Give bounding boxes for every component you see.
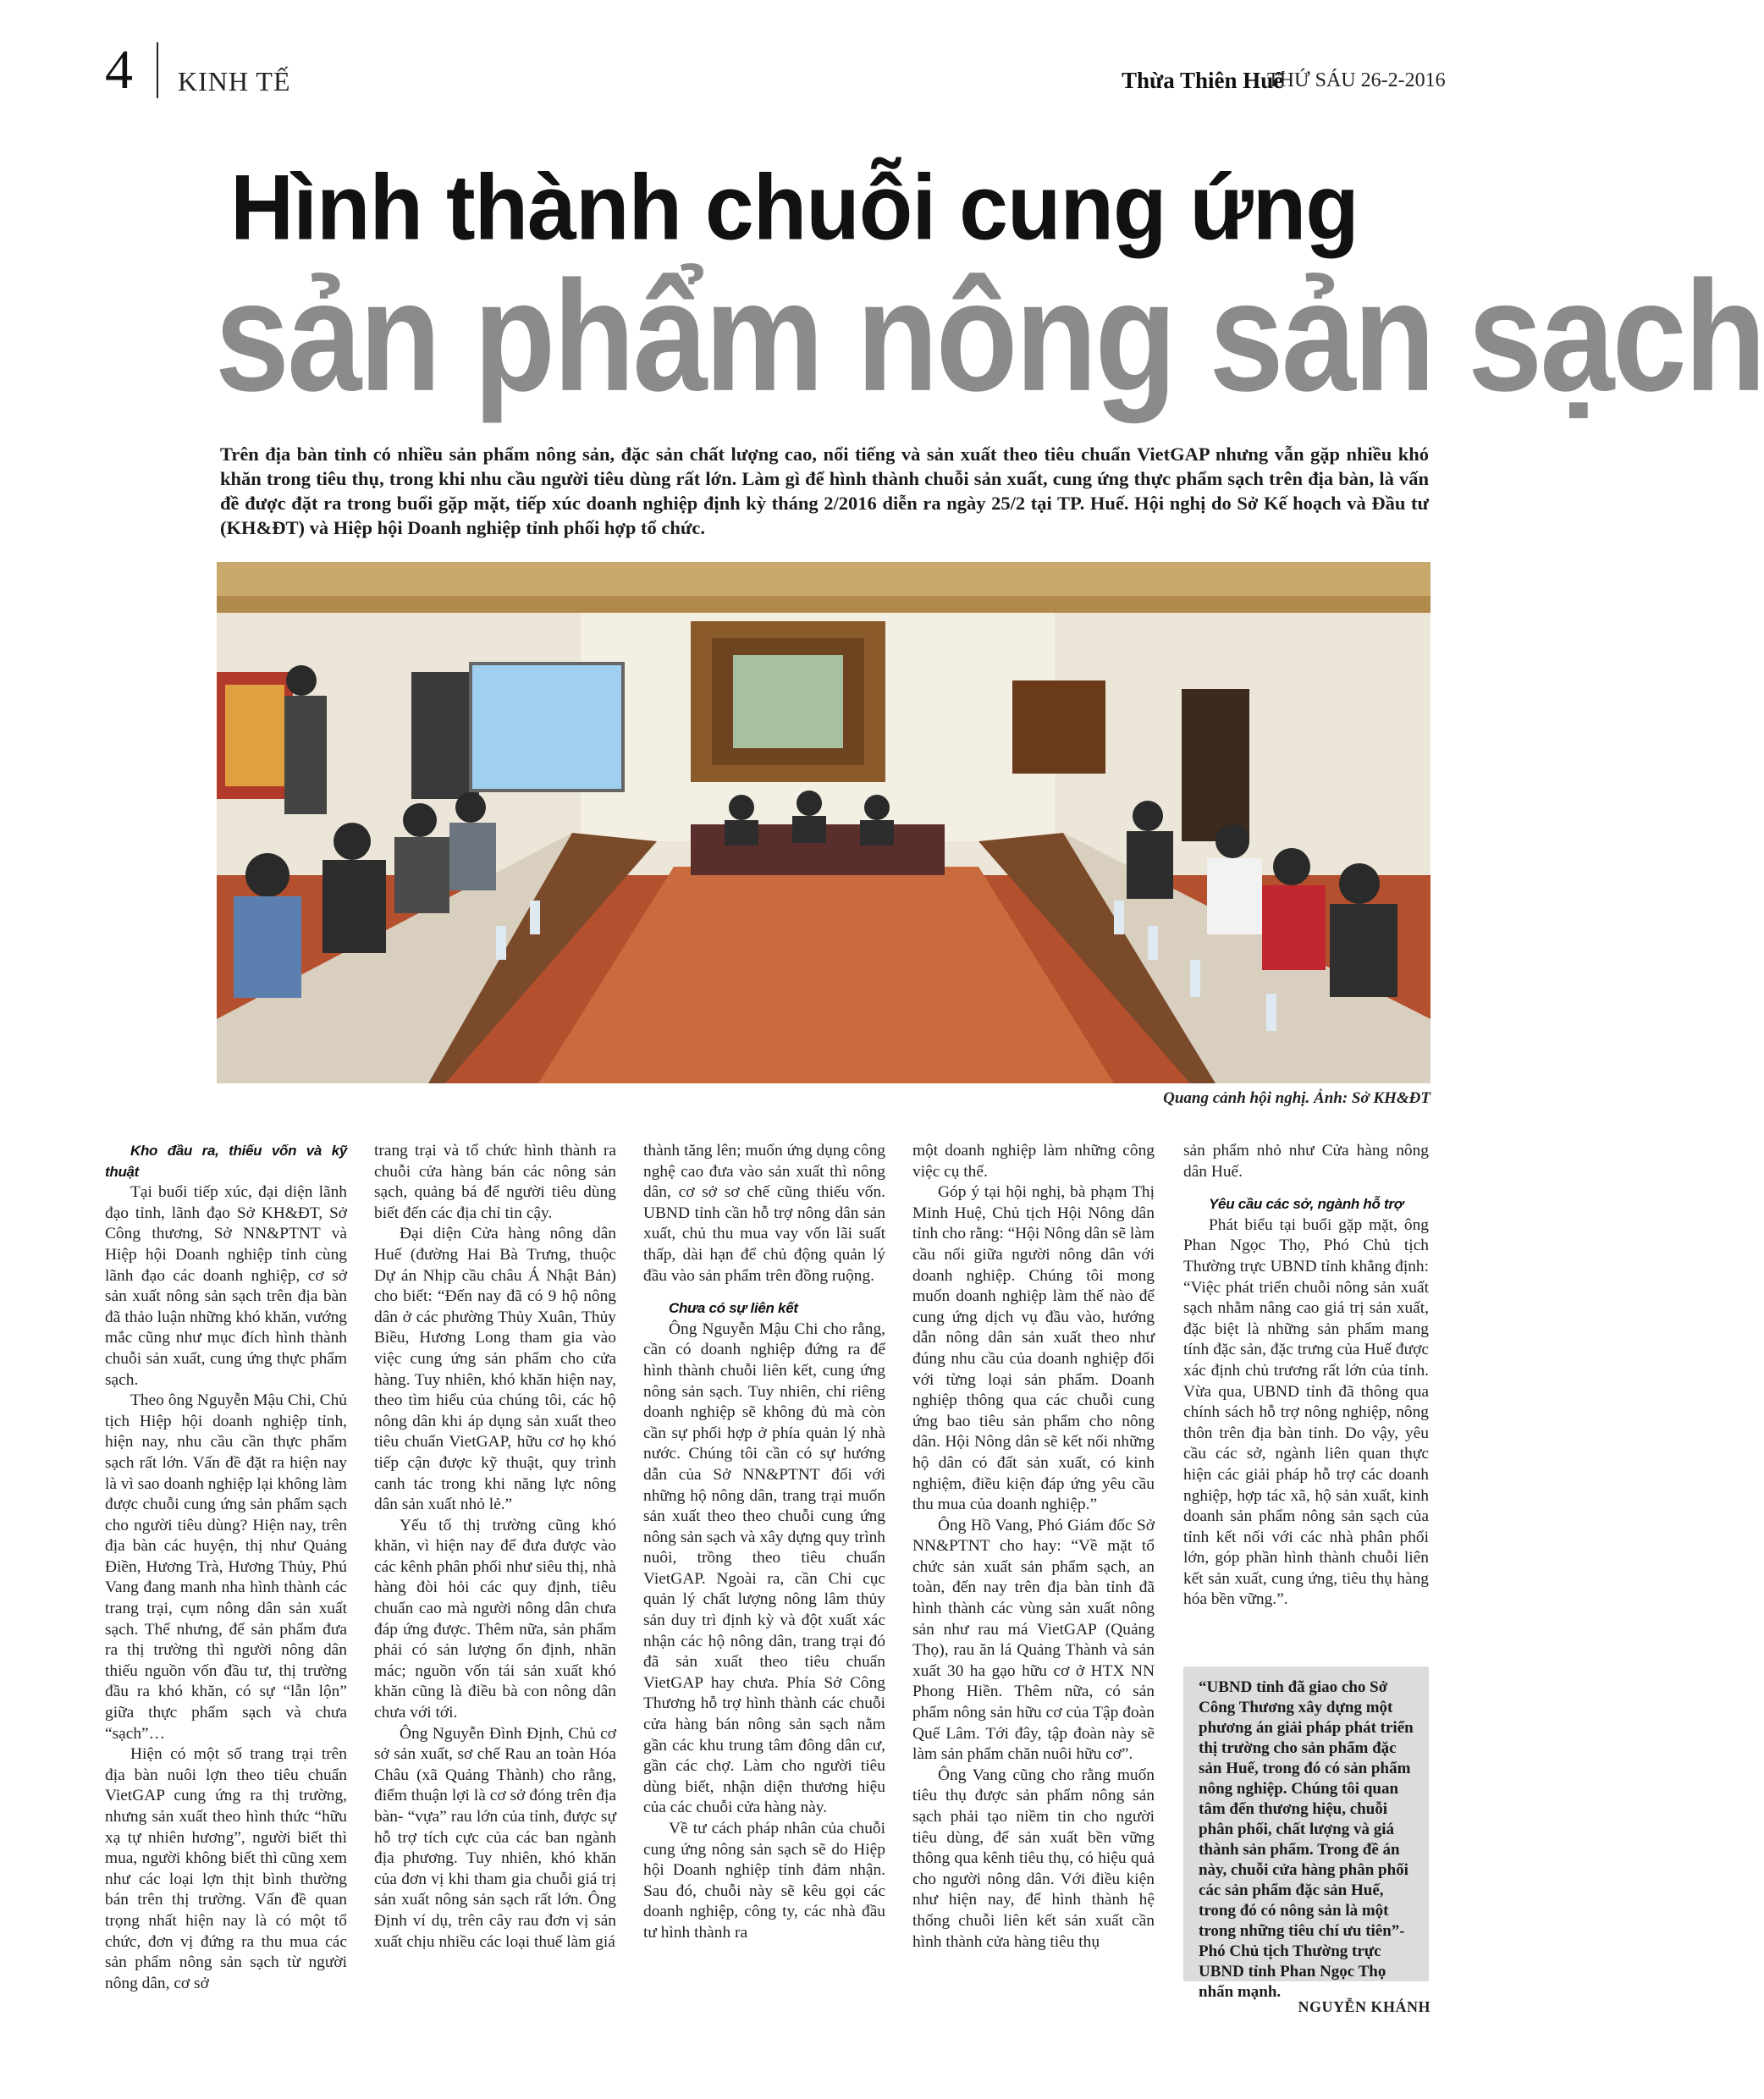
- article-column-3: [643, 1141, 885, 1944]
- subheading: Chưa có sự liên kết: [669, 1300, 798, 1317]
- paragraph: Theo ông Nguyễn Mậu Chi, Chủ tịch Hiệp hội doanh nghiệp tỉnh, hiện nay, nhu cầu cần thực phẩm sạch rất lớn. Vấn đề đặt ra hiện nay là vì sao doanh nghiệp lại không làm được chuỗi cung ứng sản phẩm sạch cho người tiêu dùng? Hiện nay, trên địa bàn các huyện, thị như Quảng Điền, Hương Trà, Hương Thủy, Phú Vang đang manh nha hình thành các trang trại, cụm nông dân sản xuất sạch. Thế nhưng, để sản phẩm đưa ra thị trường thì người nông dân thiếu nguồn vốn đầu tư, thị trường đầu ra khó khăn, có sự “lẫn lộn” giữa thực phẩm sạch và chưa “sạch”…: [105, 1391, 347, 1743]
- pull-quote-box: “UBND tỉnh đã giao cho Sở Công Thương xây dựng một phương án giải pháp phát triển thị trường cho sản phẩm đặc sản Huế, trong đó có sản phẩm nông nghiệp. Chúng tôi quan tâm đến thương hiệu, chuỗi phân phối, chất lượng và giá thành sản phẩm. Trong đề án này, chuỗi cửa hàng phân phối các sản phẩm đặc sản Huế, trong đó có nông sản là một trong những tiêu chí ưu tiên”- Phó Chủ tịch Thường trực UBND tỉnh Phan Ngọc Thọ nhấn mạnh.: [1183, 1667, 1429, 1981]
- section-label: KINH TẾ: [178, 66, 291, 96]
- headline-line-1: Hình thành chuỗi cung ứng: [230, 156, 1359, 260]
- article-column-1: [105, 1141, 347, 1994]
- article-column-5: [1183, 1141, 1429, 1611]
- lead-paragraph: Trên địa bàn tỉnh có nhiều sản phẩm nông sản, đặc sản chất lượng cao, nổi tiếng và sản xuất theo tiêu chuẩn VietGAP nhưng vẫn gặp nhiều khó khăn trong tiêu thụ, trong khi nhu cầu người tiêu dùng rất lớn. Làm gì để hình thành chuỗi sản xuất, cung ứng thực phẩm sạch trên địa bàn, là vấn đề được đặt ra trong buổi gặp mặt, tiếp xúc doanh nghiệp định kỳ tháng 2/2016 diễn ra ngày 25/2 tại TP. Huế. Hội nghị do Sở Kế hoạch và Đầu tư (KH&ĐT) và Hiệp hội Doanh nghiệp tỉnh phối hợp tổ chức.: [220, 443, 1429, 538]
- paragraph: Tại buổi tiếp xúc, đại diện lãnh đạo tỉnh, lãnh đạo Sở KH&ĐT, Sở Công thương, Sở NN&PTNT và Hiệp hội Doanh nghiệp tỉnh cùng lãnh đạo các doanh nghiệp, cơ sở sản xuất nông sản sạch trên địa bàn đã thảo luận những khó khăn, vướng mắc cũng như mục đích hình thành chuỗi sản xuất, cung ứng thực phẩm sạch.: [105, 1183, 347, 1389]
- paragraph: thành tăng lên; muốn ứng dụng công nghệ cao đưa vào sản xuất thì nông dân, cơ sở sơ chế cũng thiếu vốn. UBND tỉnh cần hỗ trợ nông dân sản xuất, chủ thu mua vay vốn lãi suất thấp, dài hạn để chủ động quản lý đầu vào sản phẩm trên đồng ruộng.: [643, 1142, 885, 1285]
- newspaper-name: Thừa Thiên Huế: [1122, 68, 1284, 93]
- article-column-2: [374, 1141, 616, 1953]
- paragraph: Ông Hồ Vang, Phó Giám đốc Sở NN&PTNT cho hay: “Về mặt tổ chức sản xuất sản phẩm sạch, an toàn, đến nay trên địa bàn tỉnh đã hình thành các vùng sản xuất nông sản như rau má VietGAP (Quảng Thọ), rau ăn lá Quảng Thành và sản xuất 30 ha gạo hữu cơ ở HTX NN Phong Hiền. Thêm nữa, có sản phẩm nông sản hữu cơ của Tập đoàn Quế Lâm. Tới đây, tập đoàn này sẽ làm sản phẩm chăn nuôi hữu cơ”.: [912, 1516, 1155, 1764]
- paragraph: Về tư cách pháp nhân của chuỗi cung ứng nông sản sạch sẽ do Hiệp hội Doanh nghiệp tỉnh đảm nhận. Sau đó, chuỗi này sẽ kêu gọi các doanh nghiệp, công ty, các nhà đầu tư hình thành ra: [643, 1820, 885, 1942]
- paragraph: Ông Nguyễn Mậu Chi cho rằng, cần có doanh nghiệp đứng ra để hình thành chuỗi liên kết, cung ứng nông sản sạch. Tuy nhiên, chỉ riêng doanh nghiệp sẽ không đủ mà còn cần sự phối hợp ở phía quản lý nhà nước. Chúng tôi cần có sự hướng dẫn của Sở NN&PTNT đối với những hộ nông dân, trang trại muốn sản xuất theo theo chuỗi cung ứng nông sản sạch và xây dựng quy trình nuôi, trồng theo tiêu chuẩn VietGAP. Ngoài ra, cần Chi cục quản lý chất lượng nông lâm thủy sản duy trì định kỳ và đột xuất xác nhận các hộ nông dân, trang trại đó đã sản xuất theo tiêu chuẩn VietGAP hay chưa. Phía Sở Công Thương hỗ trợ hình thành các chuỗi cửa hàng bán nông sản sạch nằm gần các khu trung tâm đông dân cư, gần các chợ. Làm cho người tiêu dùng biết, nhận diện thương hiệu của các chuỗi cửa hàng này.: [643, 1319, 885, 1817]
- article-column-4: [912, 1141, 1155, 1953]
- paragraph: Ông Vang cũng cho rằng muốn tiêu thụ được sản phẩm nông sản sạch phải tạo niềm tin cho người tiêu dùng, để sản xuất bền vững thông qua kênh tiêu thụ, có hiệu quả cho người nông dân. Với điều kiện như hiện nay, để hình thành hệ thống chuỗi liên kết sản xuất cần hình thành cửa hàng tiêu thụ: [912, 1766, 1155, 1951]
- conference-photo: [217, 562, 1430, 1083]
- paragraph: Phát biểu tại buổi gặp mặt, ông Phan Ngọc Thọ, Phó Chủ tịch Thường trực UBND tỉnh khẳng định: “Việc phát triển chuỗi nông sản xuất sạch nhằm nâng cao giá trị sản xuất, đặc biệt là những sản phẩm mang tính đặc sản, đặc trưng của Huế được xác định chủ trương rất lớn của tỉnh. Vừa qua, UBND tỉnh đã thông qua chính sách hỗ trợ nông nghiệp, nông thôn trên địa bàn tỉnh. Do vậy, yêu cầu các sở, ngành liên quan thực hiện các giải pháp hỗ trợ các doanh nghiệp, hợp tác xã, hộ sản xuất, kinh doanh sản phẩm nông sản sạch của tỉnh kết nối với các nhà phân phối lớn, góp phần hình thành chuỗi liên kết sản xuất, cung ứng, tiêu thụ hàng hóa bền vững.”.: [1183, 1215, 1429, 1609]
- paragraph: Góp ý tại hội nghị, bà phạm Thị Minh Huệ, Chủ tịch Hội Nông dân tỉnh cho rằng: “Hội Nông dân sẽ làm cầu nối giữa người nông dân với doanh nghiệp. Chúng tôi mong muốn doanh nghiệp làm thế nào để cung ứng dịch vụ đầu vào, hướng dẫn nông dân sản xuất theo như đúng nhu cầu của doanh nghiệp đối với từng loại sản phẩm. Doanh nghiệp thông qua các chuỗi cung ứng bao tiêu sản phẩm cho nông dân. Hội Nông dân sẽ kết nối những hộ dân có đất sản xuất, có kinh nghiệm, điều kiện đáp ứng yêu cầu thu mua của doanh nghiệp.”: [912, 1183, 1155, 1514]
- paragraph: Đại diện Cửa hàng nông dân Huế (đường Hai Bà Trưng, thuộc Dự án Nhịp cầu châu Á Nhật Bản) cho biết: “Đến nay đã có 9 hộ nông dân ở các phường Thủy Xuân, Thủy Biều, Hương Long tham gia vào việc cung ứng sản phẩm cho cửa hàng. Tuy nhiên, khó khăn hiện nay, theo tìm hiểu của chúng tôi, các hộ nông dân khi áp dụng sản xuất theo tiêu chuẩn VietGAP, hữu cơ họ khó tiếp cận được kỹ thuật, quy trình canh tác trong khi năng lực nông dân sản xuất nhỏ lẻ.”: [374, 1225, 616, 1514]
- headline-line-2: sản phẩm nông sản sạch: [215, 248, 1764, 424]
- paragraph: trang trại và tổ chức hình thành ra chuỗi cửa hàng bán các nông sản sạch, quảng bá để người tiêu dùng biết đến các địa chỉ tin cậy.: [374, 1142, 616, 1222]
- paragraph: Ông Nguyễn Đình Định, Chủ cơ sở sản xuất, sơ chế Rau an toàn Hóa Châu (xã Quảng Thành) cho rằng, điểm thuận lợi là cơ sở đóng trên địa bàn- “vựa” rau lớn của tỉnh, được sự hỗ trợ tích cực của các ban ngành địa phương. Tuy nhiên, khó khăn của đơn vị khi tham gia chuỗi giá trị sản xuất nông sản sạch rất lớn. Ông Định ví dụ, trên cây rau đơn vị sản xuất chịu nhiều các loại thuế làm giá: [374, 1724, 616, 1951]
- issue-date: THỨ SÁU 26-2-2016: [1267, 69, 1446, 91]
- author-byline: NGUYỄN KHÁNH: [1298, 1998, 1430, 2015]
- subheading: Kho đầu ra, thiếu vốn và kỹ thuật: [105, 1143, 347, 1180]
- paragraph: Yếu tố thị trường cũng khó khăn, vì hiện nay để đưa được vào các kênh phân phối như siêu thị, nhà hàng đòi hỏi các quy định, tiêu chuẩn cao mà người nông dân chưa đáp ứng được. Thêm nữa, sản phẩm phải có sản lượng ổn định, nhãn mác; nguồn vốn tái sản xuất khó khăn cũng là điều bà con nông dân chưa với tới.: [374, 1516, 616, 1722]
- paragraph: một doanh nghiệp làm những công việc cụ thể.: [912, 1142, 1155, 1181]
- paragraph: sản phẩm nhỏ như Cửa hàng nông dân Huế.: [1183, 1142, 1429, 1181]
- photo-caption: Quang cảnh hội nghị. Ảnh: Sở KH&ĐT: [1163, 1089, 1430, 1107]
- header-divider: [157, 42, 158, 98]
- subheading: Yêu cầu các sở, ngành hỗ trợ: [1209, 1196, 1403, 1213]
- page-number: 4: [105, 39, 133, 101]
- paragraph: Hiện có một số trang trại trên địa bàn nuôi lợn theo tiêu chuẩn VietGAP cung ứng ra thị trường, nhưng sản xuất theo hình thức “hữu xạ tự nhiên hương”, người biết thì mua, người không biết thì cũng xem như các loại lợn thịt bình thường bán trên thị trường. Vấn đề quan trọng nhất hiện nay là có một tổ chức, đơn vị đứng ra thu mua các sản phẩm nông sản sạch từ người nông dân, cơ sở: [105, 1745, 347, 1992]
